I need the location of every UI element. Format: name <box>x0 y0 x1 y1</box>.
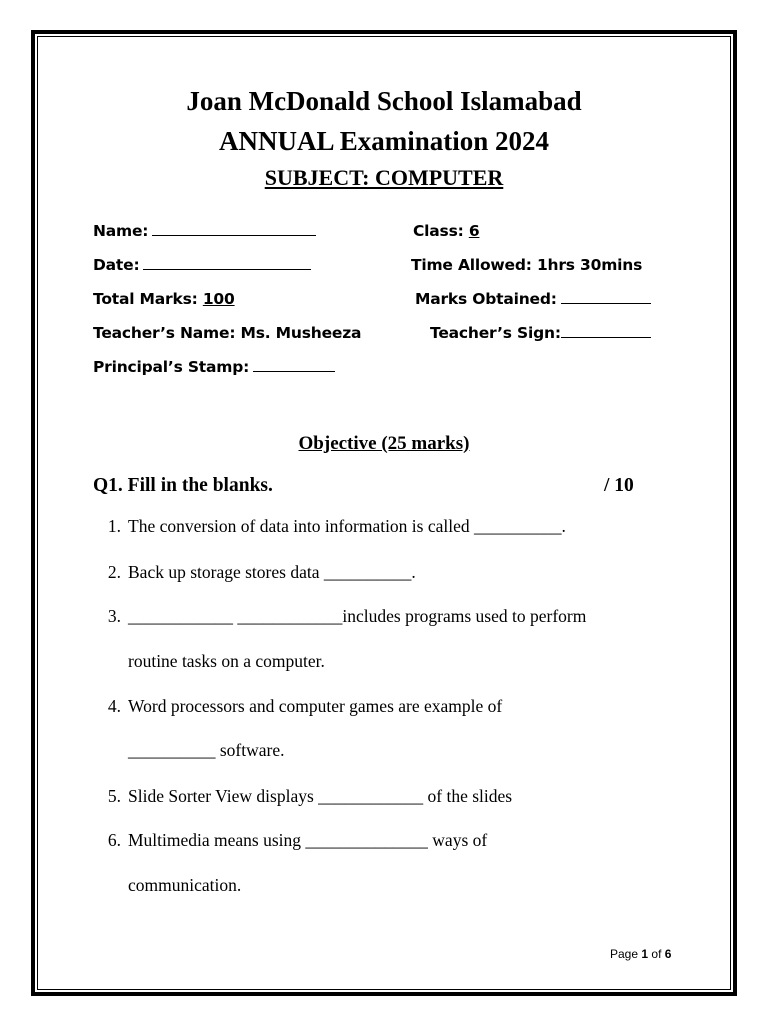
question-title: Q1. Fill in the blanks. <box>93 475 273 496</box>
marks-obtained-field <box>415 290 651 308</box>
teacher-sign-label: Teacher’s Sign: <box>430 324 561 342</box>
question-number: 6. <box>107 830 121 850</box>
class-label: Class: <box>413 222 464 240</box>
name-label: Name: <box>93 222 149 240</box>
principal-stamp-label: Principal’s Stamp: <box>93 358 250 376</box>
question-number: 2. <box>107 562 121 582</box>
question-text: Back up storage stores data __________. <box>128 562 416 582</box>
question-text: The conversion of data into information is called __________. <box>128 516 566 536</box>
question-text-continued: __________ software. <box>128 740 285 760</box>
question-text-continued: routine tasks on a computer. <box>128 651 325 671</box>
school-name: Joan McDonald School Islamabad <box>186 86 582 116</box>
teacher-name: Teacher’s Name: Ms. Musheeza <box>93 324 362 342</box>
question-text: Multimedia means using ______________ ways of <box>128 830 488 850</box>
page-total: 6 <box>664 947 672 961</box>
time-allowed: Time Allowed: 1hrs 30mins <box>411 256 643 274</box>
name-blank <box>152 223 316 236</box>
question-text: Word processors and computer games are example of <box>128 696 503 716</box>
question-text: ____________ ____________includes programs used to perform <box>128 606 587 626</box>
date-label: Date: <box>93 256 140 274</box>
teacher-sign-field <box>430 324 651 342</box>
subject-title: SUBJECT: COMPUTER <box>264 165 504 190</box>
question-number: 5. <box>107 786 121 806</box>
total-marks-label: Total Marks: <box>93 290 198 308</box>
question-number: 1. <box>107 516 121 536</box>
page-word: Page <box>610 947 639 961</box>
class-field <box>413 222 479 240</box>
section-title: Objective (25 marks) <box>298 433 470 454</box>
name-field <box>93 222 316 240</box>
exam-title: ANNUAL Examination 2024 <box>218 126 550 156</box>
date-blank <box>143 257 311 270</box>
question-marks: / 10 <box>604 475 634 496</box>
of-word: of <box>651 947 662 961</box>
marks-obtained-label: Marks Obtained: <box>415 290 557 308</box>
principal-stamp-field <box>93 358 335 376</box>
page-current: 1 <box>641 947 649 961</box>
class-value: 6 <box>468 222 480 240</box>
question-number: 3. <box>107 606 121 626</box>
page-number <box>610 947 671 961</box>
teacher-sign-blank <box>561 325 651 338</box>
total-marks-value: 100 <box>202 290 235 308</box>
marks-obtained-blank <box>561 291 651 304</box>
date-field <box>93 256 311 274</box>
question-number: 4. <box>107 696 121 716</box>
principal-stamp-blank <box>253 359 335 372</box>
total-marks-field <box>93 290 235 308</box>
question-text-continued: communication. <box>128 875 242 895</box>
question-text: Slide Sorter View displays ____________ of the slides <box>128 786 513 806</box>
